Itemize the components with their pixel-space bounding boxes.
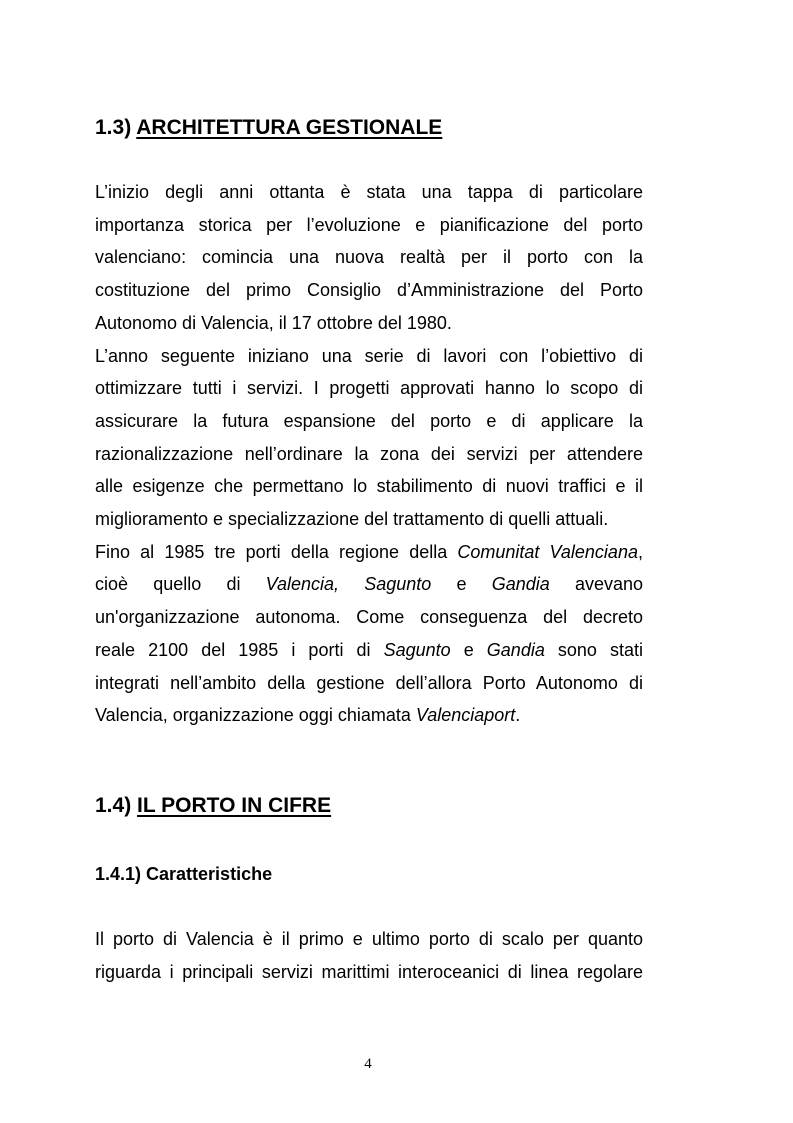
text-line bbox=[95, 279, 643, 301]
italic-text: Comunitat Valenciana bbox=[457, 541, 638, 562]
text-run: Valencia, organizzazione oggi chiamata bbox=[95, 705, 416, 726]
text-line bbox=[95, 606, 643, 628]
text-run: Il porto di Valencia è il primo e ultimo porto di scalo per quanto bbox=[95, 929, 643, 949]
text-run: alle esigenze che permettano lo stabilimento di nuovi traffici e il bbox=[95, 476, 643, 497]
text-line bbox=[95, 312, 643, 334]
text-line bbox=[95, 246, 643, 268]
text-run: L’inizio degli anni ottanta è stata una tappa di particolare bbox=[95, 182, 643, 202]
text-run: valenciano: comincia una nuova realtà per il porto con la bbox=[95, 247, 643, 268]
text-run: e bbox=[431, 574, 492, 595]
italic-text: Sagunto bbox=[383, 639, 451, 660]
text-line bbox=[95, 508, 643, 530]
text-run: integrati nell’ambito della gestione dell’allora Porto Autonomo di bbox=[95, 672, 643, 693]
text-run: cioè quello di bbox=[95, 574, 266, 595]
text-run: Fino al 1985 tre porti della regione della bbox=[95, 541, 458, 562]
text-line bbox=[95, 672, 643, 694]
text-line bbox=[95, 639, 643, 661]
text-run: reale 2100 del 1985 i porti di bbox=[95, 639, 384, 660]
text-line bbox=[95, 928, 643, 950]
text-line bbox=[95, 704, 643, 726]
italic-text: Gandia bbox=[491, 574, 550, 595]
text-line bbox=[95, 541, 643, 563]
text-line bbox=[95, 410, 643, 432]
text-run: un'organizzazione autonoma. Come conseguenza del decreto bbox=[95, 607, 643, 628]
text-run: L’anno seguente iniziano una serie di lavori con l’obiettivo di bbox=[95, 345, 643, 366]
text-run: miglioramento e specializzazione del trattamento di quelli attuali. bbox=[95, 509, 609, 529]
text-line bbox=[95, 475, 643, 497]
text-line bbox=[95, 345, 643, 367]
page-number: 4 bbox=[364, 1056, 372, 1072]
text-run: Autonomo di Valencia, il 17 ottobre del 1980. bbox=[95, 312, 452, 333]
text-line bbox=[95, 181, 643, 203]
text-run: assicurare la futura espansione del porto e di applicare la bbox=[95, 410, 643, 431]
text-run: ottimizzare tutti i servizi. I progetti approvati hanno lo scopo di bbox=[95, 378, 643, 399]
subsection-heading-1-4-1: 1.4.1) Caratteristiche bbox=[95, 864, 273, 884]
italic-text: Valenciaport bbox=[415, 705, 516, 726]
text-run: importanza storica per l’evoluzione e pianificazione del porto bbox=[95, 214, 643, 235]
text-run: riguarda i principali servizi marittimi interoceanici di linea regolare bbox=[95, 961, 643, 982]
text-run: avevano bbox=[549, 574, 643, 595]
text-run: razionalizzazione nell’ordinare la zona dei servizi per attendere bbox=[95, 443, 643, 464]
section-heading-1-3: 1.3) ARCHITETTURA GESTIONALE bbox=[95, 116, 443, 139]
text-line bbox=[95, 443, 643, 465]
text-run: . bbox=[515, 705, 521, 726]
text-line bbox=[95, 573, 643, 595]
text-run: , bbox=[637, 541, 643, 562]
text-run: costituzione del primo Consiglio d’Amministrazione del Porto bbox=[95, 280, 643, 301]
italic-text: Gandia bbox=[486, 639, 545, 660]
italic-text: Valencia, Sagunto bbox=[265, 574, 432, 595]
section-heading-1-4: 1.4) IL PORTO IN CIFRE bbox=[95, 794, 332, 817]
text-line bbox=[95, 961, 643, 983]
text-run: e bbox=[450, 639, 487, 660]
text-line bbox=[95, 214, 643, 236]
text-line bbox=[95, 377, 643, 399]
text-run: sono stati bbox=[544, 639, 644, 660]
